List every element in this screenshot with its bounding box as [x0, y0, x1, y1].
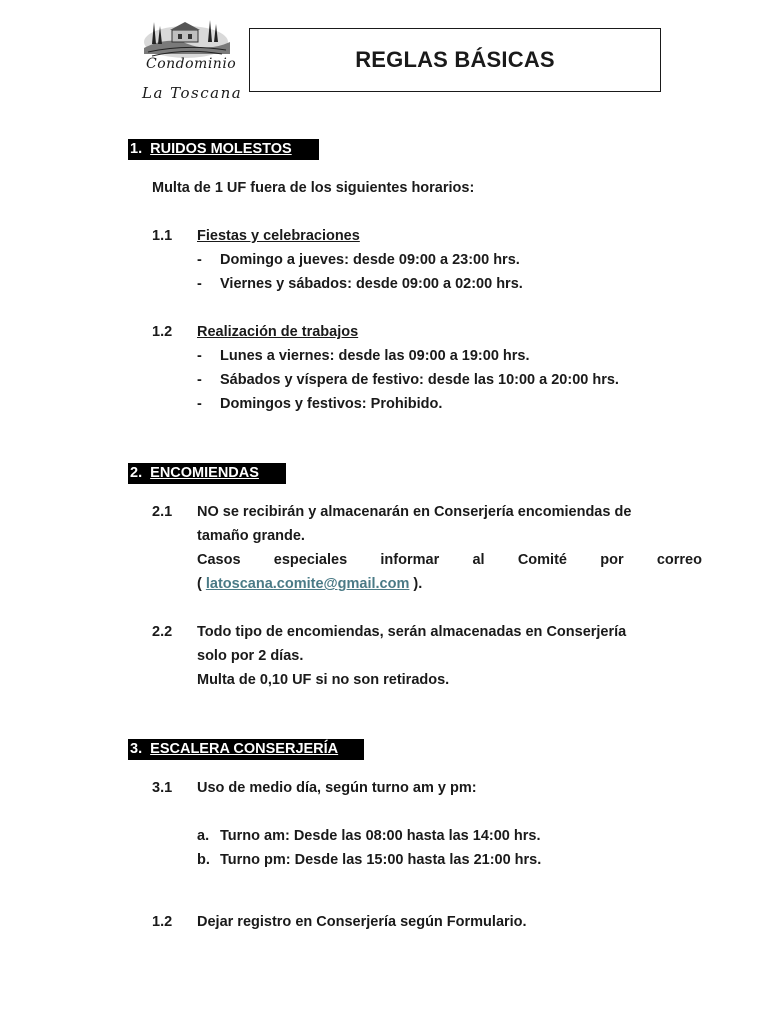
bullet-dash: -	[197, 396, 202, 412]
item-number: 2.1	[152, 504, 173, 520]
option-marker: b.	[197, 852, 210, 868]
item-text-line-justified	[197, 550, 702, 570]
section-heading-ruidos	[128, 139, 319, 160]
word: informar	[380, 552, 440, 568]
bullet-dash: -	[197, 276, 202, 292]
section-title: ESCALERA CONSERJERÍA	[150, 741, 339, 757]
item-number: 3.1	[152, 780, 173, 796]
section-heading-encomiendas	[128, 463, 286, 484]
bullet-text: Domingo a jueves: desde 09:00 a 23:00 hrs.	[220, 252, 520, 268]
section-heading-escalera	[128, 739, 364, 760]
word: por	[600, 552, 624, 568]
section-intro: Multa de 1 UF fuera de los siguientes horarios:	[152, 180, 475, 196]
word: correo	[656, 552, 702, 568]
option-marker: a.	[197, 828, 210, 844]
bullet-text: Viernes y sábados: desde 09:00 a 02:00 hrs.	[220, 276, 523, 292]
word: especiales	[273, 552, 348, 568]
item-text: Uso de medio día, según turno am y pm:	[197, 780, 477, 796]
email-prefix: (	[197, 576, 206, 592]
email-line	[197, 574, 422, 594]
logo-line-2: La Toscana	[142, 84, 243, 102]
word: Comité	[517, 552, 567, 568]
word: al	[472, 552, 485, 568]
item-text-line	[197, 502, 702, 522]
section-number: 2.	[130, 465, 143, 481]
item-number: 2.2	[152, 624, 173, 640]
bullet-dash: -	[197, 348, 202, 364]
item-text-line: tamaño grande.	[197, 528, 305, 544]
word: Casos	[197, 552, 241, 568]
section-number: 1.	[130, 141, 143, 157]
item-text-line: Todo tipo de encomiendas, serán almacenadas en Conserjería	[197, 624, 627, 640]
item-number: 1.2	[152, 914, 173, 930]
item-title: Fiestas y celebraciones	[197, 228, 360, 244]
bullet-text: Domingos y festivos: Prohibido.	[220, 396, 443, 412]
bullet-text: Sábados y víspera de festivo: desde las 10:00 a 20:00 hrs.	[220, 372, 619, 388]
section-title: RUIDOS MOLESTOS	[150, 141, 292, 157]
bullet-dash: -	[197, 252, 202, 268]
email-link[interactable]: latoscana.comite@gmail.com	[205, 576, 410, 592]
option-text: Turno am: Desde las 08:00 hasta las 14:00 hrs.	[220, 828, 541, 844]
item-text: Dejar registro en Conserjería según Formulario.	[197, 914, 527, 930]
item-text-line: solo por 2 días.	[197, 648, 304, 664]
line-text: NO se recibirán y almacenarán en Conserjería encomiendas de	[197, 504, 632, 520]
page-title: REGLAS BÁSICAS	[249, 28, 661, 92]
item-title: Realización de trabajos	[197, 324, 359, 340]
item-text-line: Multa de 0,10 UF si no son retirados.	[197, 672, 450, 688]
option-text: Turno pm: Desde las 15:00 hasta las 21:00 hrs.	[220, 852, 542, 868]
section-number: 3.	[130, 741, 143, 757]
bullet-dash: -	[197, 372, 202, 388]
item-number: 1.2	[152, 324, 173, 340]
section-title: ENCOMIENDAS	[150, 465, 259, 481]
item-number: 1.1	[152, 228, 173, 244]
email-suffix: ).	[409, 576, 423, 592]
logo-line-1: Condominio	[146, 56, 237, 72]
bullet-text: Lunes a viernes: desde las 09:00 a 19:00 hrs.	[220, 348, 530, 364]
